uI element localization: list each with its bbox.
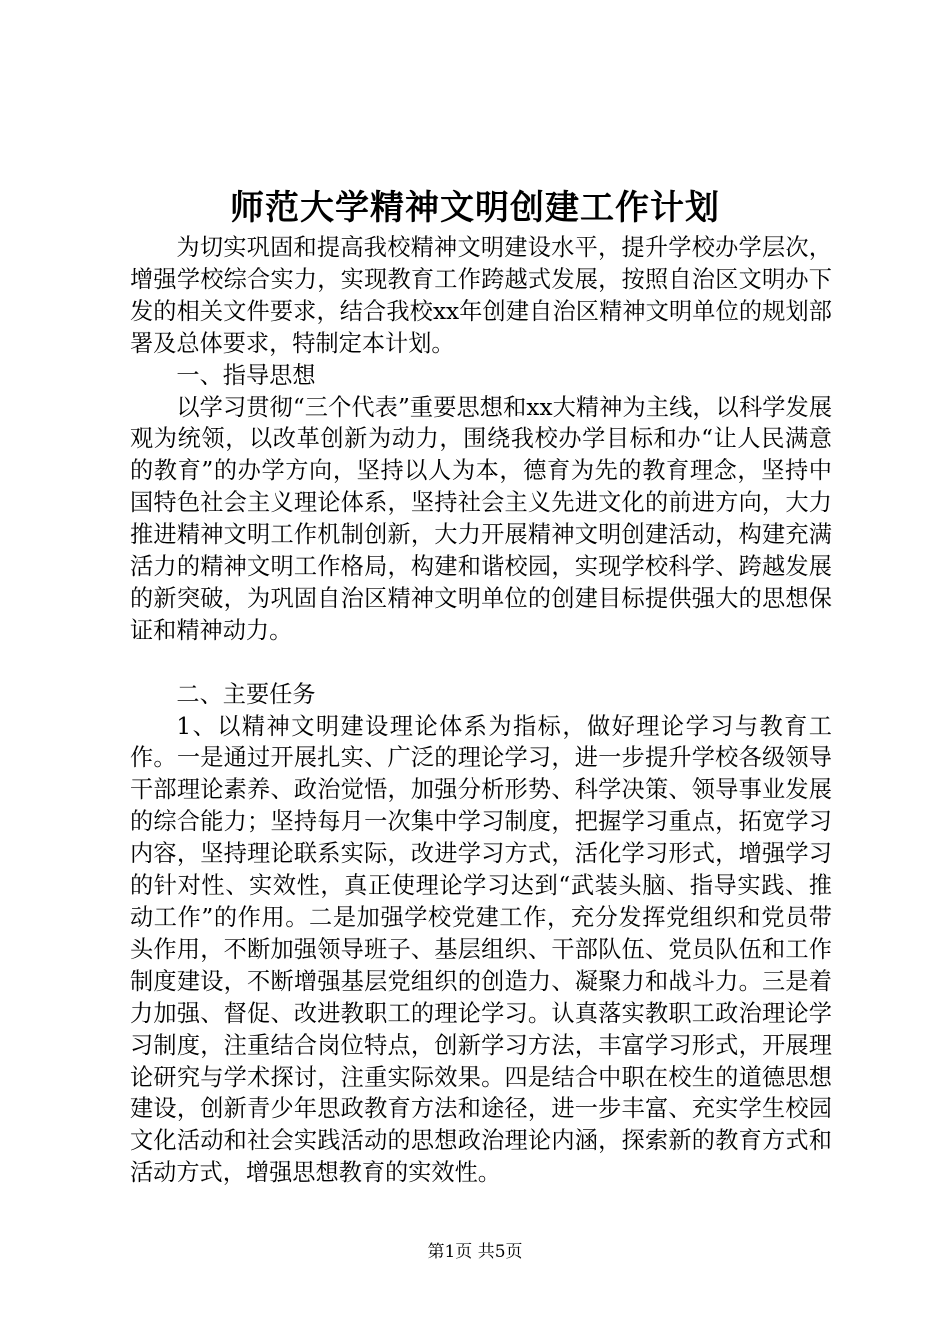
document-title: 师范大学精神文明创建工作计划 <box>230 188 720 228</box>
section-heading-main-tasks: 二、主要任务 <box>176 680 316 708</box>
document-body <box>130 232 832 1189</box>
main-tasks-item-1-paragraph: 1、以精神文明建设理论体系为指标，做好理论学习与教育工作。一是通过开展扎实、广泛的理论学习，进一步提升学校各级领导干部理论素养、政治觉悟，加强分析形势、科学决策、领导事业发展的综合能力；坚持每月一次集中学习制度，把握学习重点，拓宽学习内容，坚持理论联系实际，改进学习方式，活化学习形式，增强学习的针对性、实效性，真正使理论学习达到“武装头脑、指导实践、推动工作”的作用。二是加强学校党建工作，充分发挥党组织和党员带头作用，不断加强领导班子、基层组织、干部队伍、党员队伍和工作制度建设，不断增强基层党组织的创造力、凝聚力和战斗力。三是着力加强、督促、改进教职工的理论学习。认真落实教职工政治理论学习制度，注重结合岗位特点，创新学习方法，丰富学习形式，开展理论研究与学术探讨，注重实际效果。四是结合中职在校生的道德思想建设，创新青少年思政教育方法和途径，进一步丰富、充实学生校园文化活动和社会实践活动的思想政治理论内涵，探索新的教育方式和活动方式，增强思想教育的实效性。 <box>130 712 832 1187</box>
paragraph-spacer <box>130 647 832 679</box>
guiding-thought-paragraph: 以学习贯彻“三个代表”重要思想和xx大精神为主线，以科学发展观为统领，以改革创新为动力，围绕我校办学目标和办“让人民满意的教育”的办学方向，坚持以人为本，德育为先的教育理念，坚持中国特色社会主义理论体系，坚持社会主义先进文化的前进方向，大力推进精神文明工作机制创新，大力开展精神文明创建活动，构建充满活力的精神文明工作格局，构建和谐校园，实现学校科学、跨越发展的新突破，为巩固自治区精神文明单位的创建目标提供强大的思想保证和精神动力。 <box>130 393 832 644</box>
section-heading-guiding-thought: 一、指导思想 <box>176 361 316 389</box>
intro-paragraph: 为切实巩固和提高我校精神文明建设水平，提升学校办学层次，增强学校综合实力，实现教育工作跨越式发展，按照自治区文明办下发的相关文件要求，结合我校xx年创建自治区精神文明单位的规划部署及总体要求，特制定本计划。 <box>130 234 832 357</box>
page-number-footer: 第1页 共5页 <box>427 1242 523 1262</box>
